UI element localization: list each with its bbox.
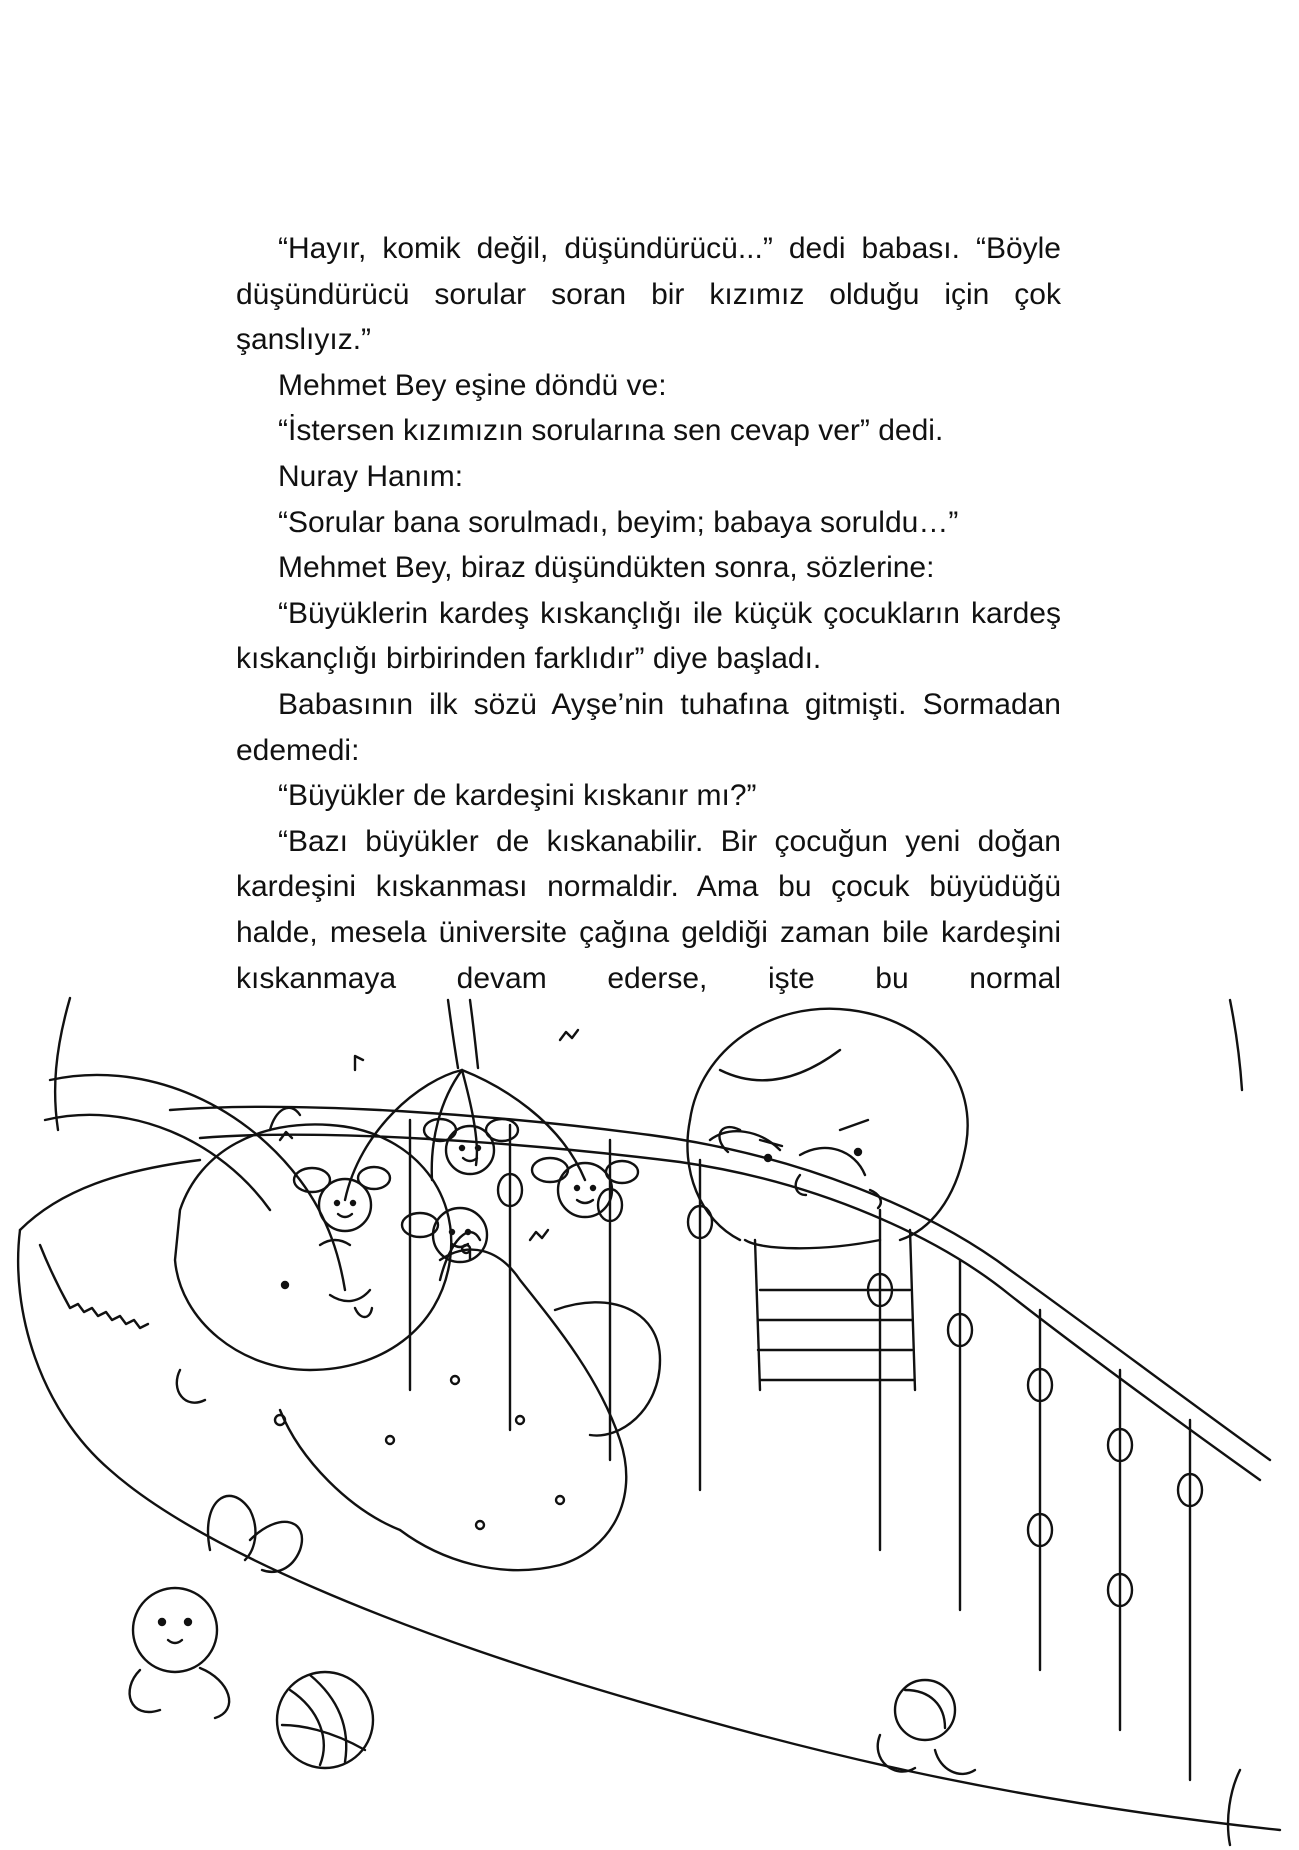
- paragraph: Babasının ilk sözü Ayşe’nin tuhafına gitmişti. Sormadan edemedi:: [236, 687, 1061, 767]
- bunny-toy-icon: [130, 1496, 302, 1718]
- music-note-icon: [530, 1230, 548, 1240]
- paragraph: Mehmet Bey, biraz düşündükten sonra, sözlerine:: [278, 551, 935, 585]
- crib-mattress: [18, 1160, 1280, 1830]
- paragraph: “Sorular bana sorulmadı, beyim; babaya soruldu…”: [278, 505, 959, 539]
- music-note-icon: [560, 1030, 578, 1040]
- bed-edge: [1228, 1000, 1242, 1845]
- bee-icon: [294, 1167, 390, 1231]
- music-note-icon: [355, 1056, 363, 1070]
- paragraph: “Büyükler de kardeşini kıskanır mı?”: [278, 779, 757, 813]
- paragraph: “İstersen kızımızın sorularına sen cevap ver” dedi.: [278, 414, 944, 448]
- story-text: [236, 226, 1061, 1001]
- baby-figure: [175, 1108, 660, 1570]
- bee-mobile: [280, 1000, 638, 1262]
- crib-rail: [170, 1107, 1270, 1780]
- paragraph-continued: “Bazı büyükler de kıskanabilir. Bir çocuğun yeni doğan kardeşini kıskanması normaldir. Ama bu çocuk büyüdüğü halde, mesela üniversite çağına geldiği zaman bile kardeşini kıskanmaya devam ederse, işte bu normal: [236, 824, 1061, 995]
- bee-icon: [402, 1208, 487, 1262]
- paragraph: Nuray Hanım:: [278, 459, 464, 493]
- nursery-illustration: [0, 990, 1299, 1850]
- bee-icon: [424, 1119, 518, 1174]
- boy-figure: [687, 1009, 967, 1390]
- music-note-icon: [280, 1132, 292, 1140]
- crib-canopy: [45, 998, 345, 1290]
- paragraph: “Büyüklerin kardeş kıskançlığı ile küçük çocukların kardeş kıskançlığı birbirinden farklıdır” diye başladı.: [236, 596, 1061, 676]
- music-note-icon: [462, 1245, 470, 1260]
- ball-toy-icon: [277, 1672, 373, 1768]
- pacifier-icon: [878, 1680, 975, 1774]
- paragraph: “Hayır, komik değil, düşündürücü...” dedi babası. “Böyle düşündürücü sorular soran bir kızımız olduğu için çok şanslıyız.”: [236, 232, 1061, 357]
- illustration-drawing: [0, 990, 1299, 1850]
- paragraph: Mehmet Bey eşine döndü ve:: [278, 368, 667, 402]
